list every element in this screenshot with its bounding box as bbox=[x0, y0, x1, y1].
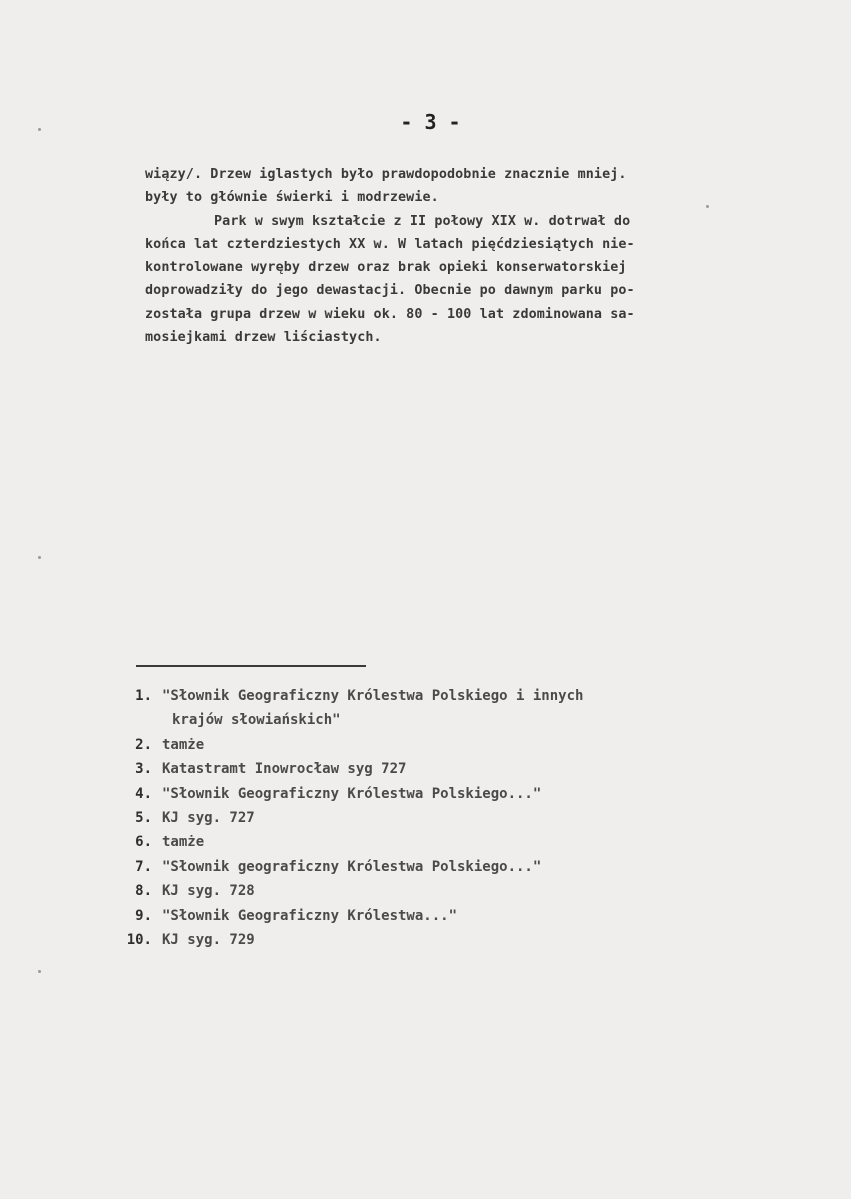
footnote-item bbox=[120, 757, 583, 781]
footnote-text: KJ syg. 729 bbox=[162, 932, 255, 949]
footnote-text: tamże bbox=[162, 834, 205, 851]
body-line: mosiejkami drzew liściastych. bbox=[145, 330, 382, 346]
footnote-number: 3. bbox=[135, 761, 152, 778]
body-line: Park w swym kształcie z II połowy XIX w. dotrwał do bbox=[214, 213, 631, 229]
footnote-item bbox=[120, 855, 583, 879]
body-line: doprowadziły do jego dewastacji. Obecnie po dawnym parku po- bbox=[145, 283, 635, 299]
footnote-item bbox=[120, 684, 583, 708]
footnote-number: 9. bbox=[135, 907, 152, 924]
footnote-item bbox=[120, 733, 583, 757]
footnote-number: 1. bbox=[135, 688, 152, 704]
body-line: została grupa drzew w wieku ok. 80 - 100 lat zdominowana sa- bbox=[145, 306, 635, 322]
footnote-text: "Słownik Geograficzny Królestwa Polskiego i innych bbox=[162, 688, 584, 704]
footnote-continuation: krajów słowiańskich" bbox=[172, 712, 341, 729]
footnote-number: 7. bbox=[135, 858, 152, 875]
footnote-separator bbox=[136, 665, 366, 667]
footnote-text: "Słownik Geograficzny Królestwa Polskiego..." bbox=[162, 785, 542, 802]
footnote-text: "Słownik geograficzny Królestwa Polskiego..." bbox=[162, 858, 542, 875]
paper-speck bbox=[38, 556, 41, 559]
footnote-item bbox=[120, 879, 583, 903]
page-number: - 3 - bbox=[400, 110, 461, 134]
footnote-text: tamże bbox=[162, 736, 205, 753]
footnote-item bbox=[120, 782, 583, 806]
body-line: końca lat czterdziestych XX w. W latach pięćdziesiątych nie- bbox=[145, 236, 635, 252]
footnote-text: KJ syg. 728 bbox=[162, 883, 255, 900]
footnote-number: 2. bbox=[135, 736, 152, 753]
footnote-number: 4. bbox=[135, 785, 152, 802]
footnote-item bbox=[120, 904, 583, 928]
footnote-number: 8. bbox=[135, 883, 152, 900]
paper-speck bbox=[38, 970, 41, 973]
footnote-number: 10. bbox=[126, 932, 152, 949]
footnote-text: KJ syg. 727 bbox=[162, 810, 255, 827]
body-text bbox=[145, 163, 765, 349]
footnote-item bbox=[120, 806, 583, 830]
footnote-number: 5. bbox=[135, 810, 152, 827]
paper-speck bbox=[706, 205, 709, 208]
footnote-text: Katastramt Inowrocław syg 727 bbox=[162, 761, 407, 778]
paper-speck bbox=[38, 128, 41, 131]
footnote-number: 6. bbox=[135, 834, 152, 851]
footnotes-list bbox=[120, 684, 583, 952]
body-line: wiązy/. Drzew iglastych było prawdopodobnie znacznie mniej. bbox=[145, 167, 627, 182]
body-line: były to głównie świerki i modrzewie. bbox=[145, 190, 439, 206]
footnote-item bbox=[120, 830, 583, 854]
footnote-item bbox=[120, 928, 583, 952]
body-line: kontrolowane wyręby drzew oraz brak opieki konserwatorskiej bbox=[145, 260, 627, 276]
footnote-text: "Słownik Geograficzny Królestwa..." bbox=[162, 907, 458, 924]
